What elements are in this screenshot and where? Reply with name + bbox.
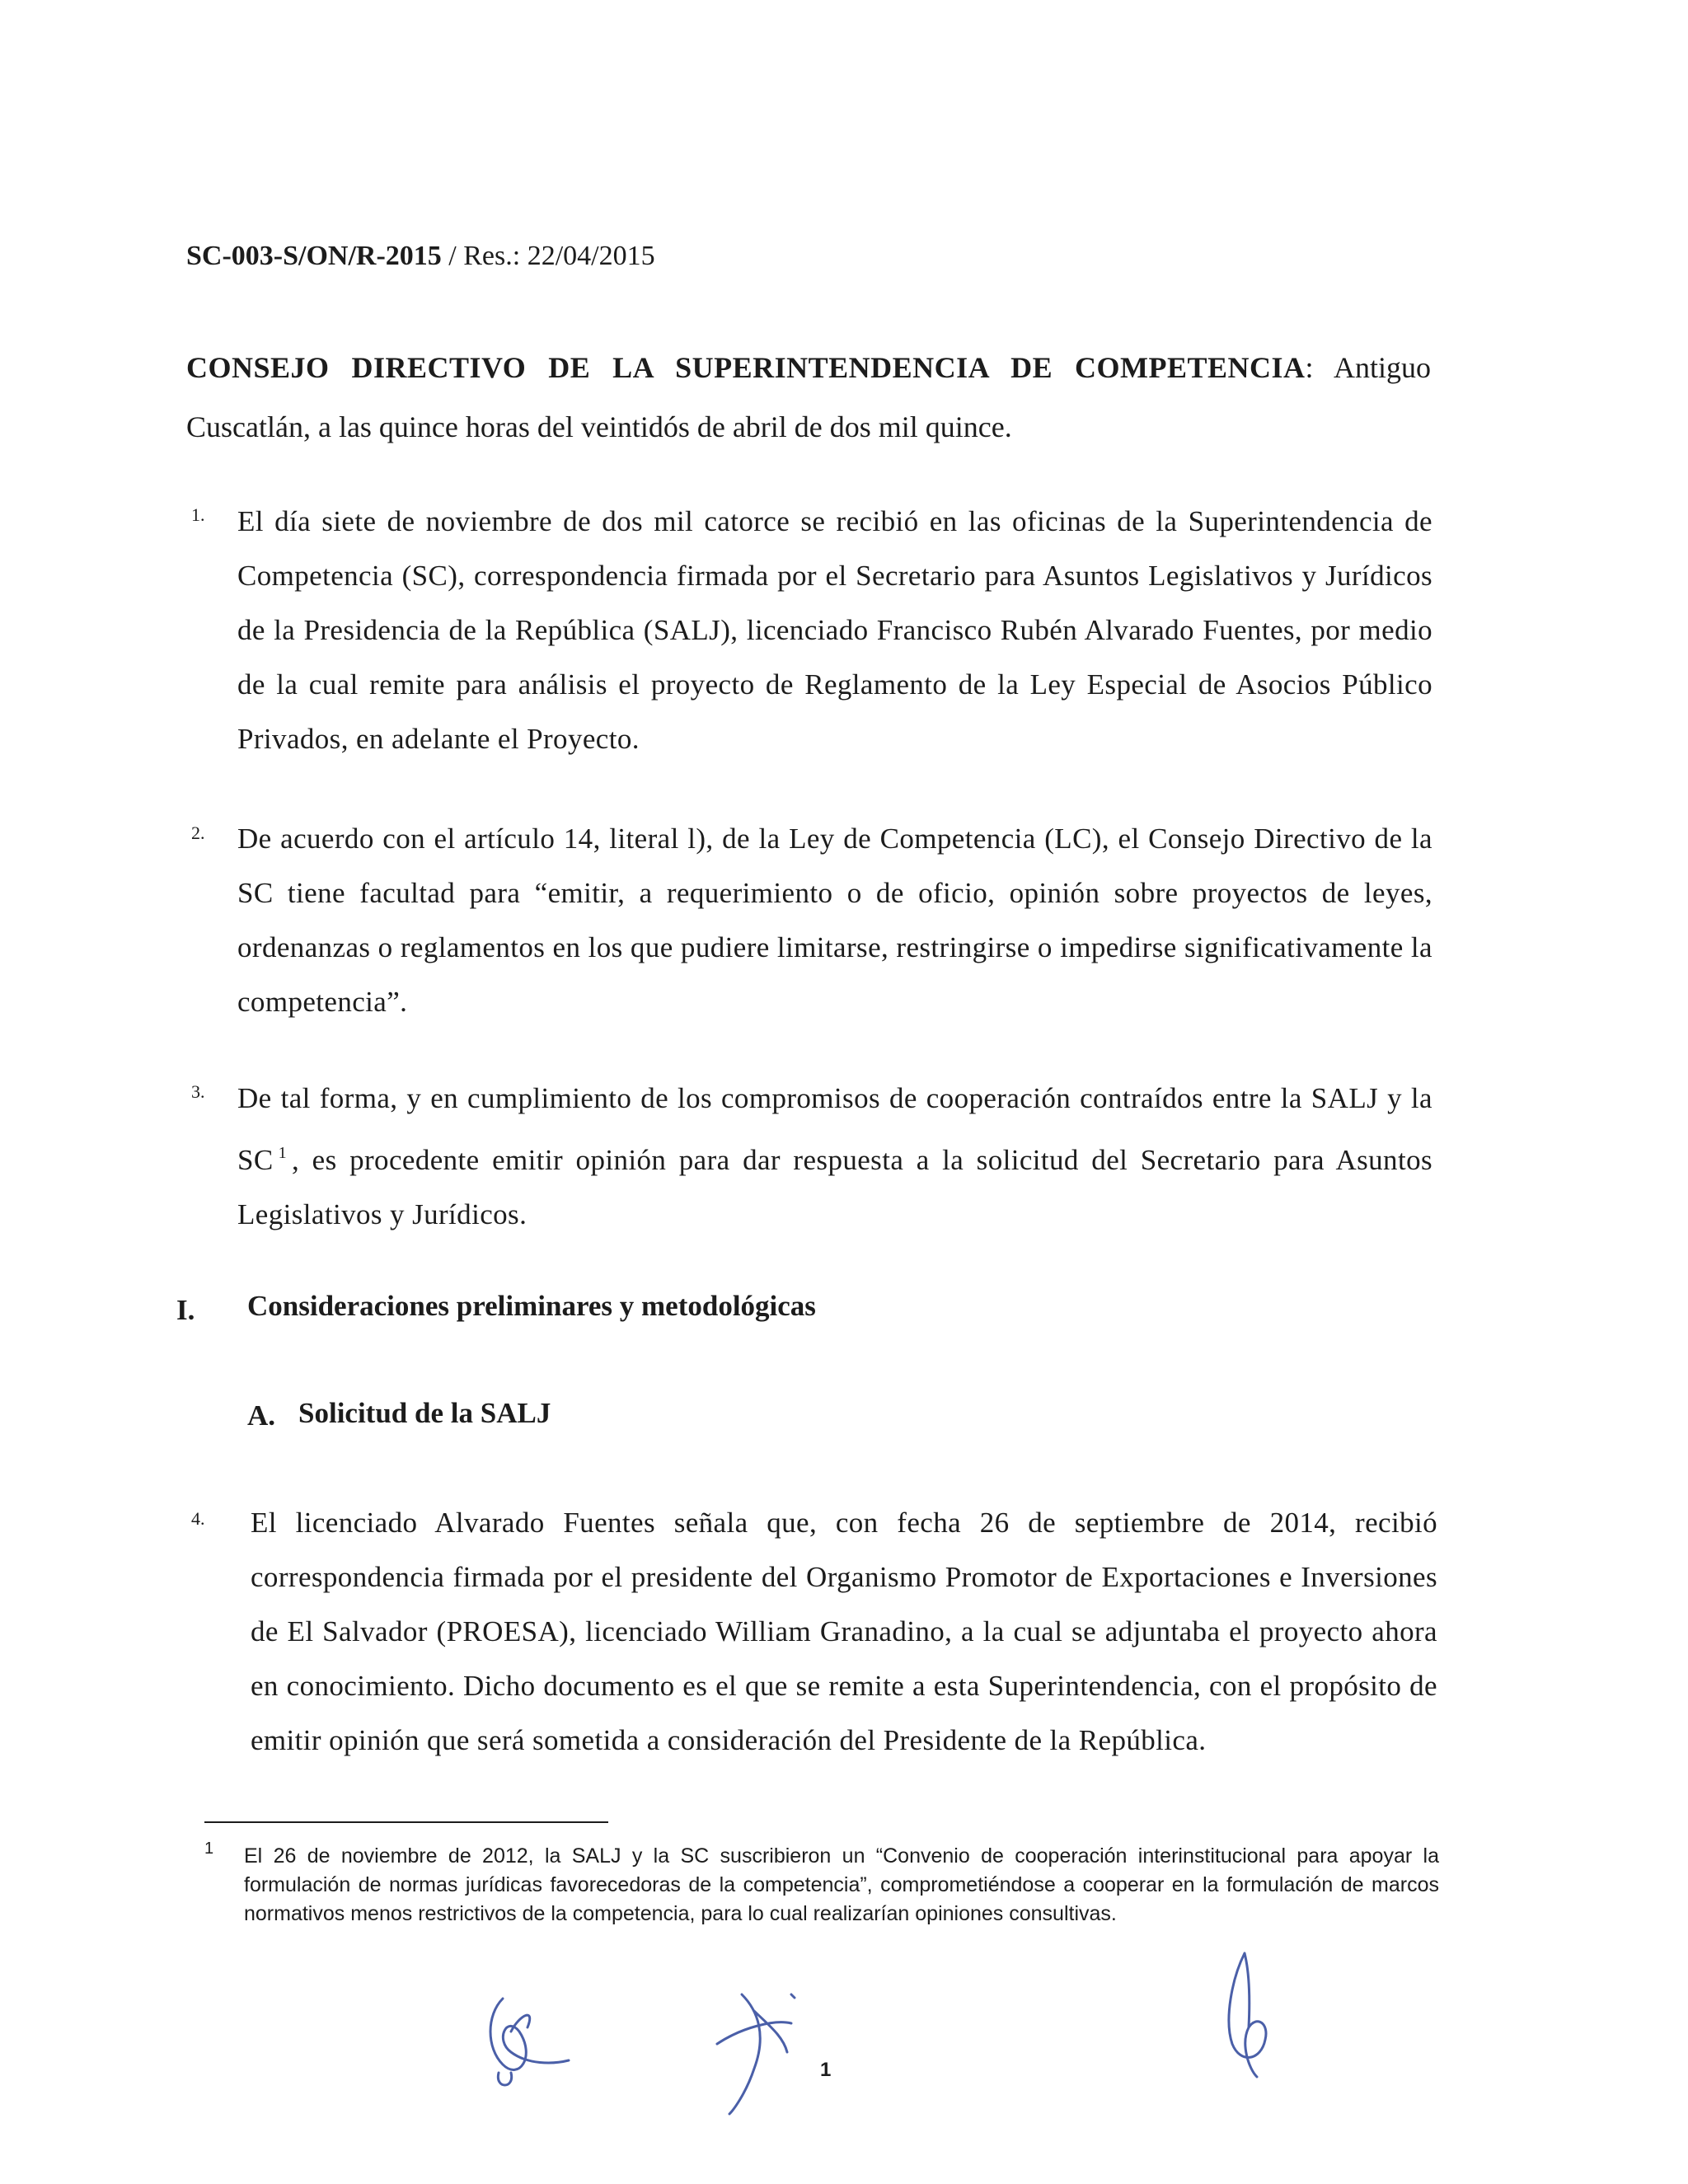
signature-initials-2 <box>709 1978 808 2118</box>
footnote-rule <box>204 1821 608 1823</box>
section-number: I. <box>176 1294 195 1326</box>
paragraph-3 <box>237 1071 1432 1242</box>
paragraph-number: 3. <box>191 1081 205 1102</box>
document-header <box>186 338 1431 457</box>
footnote-reference: 1 <box>278 1144 288 1162</box>
footnote-number: 1 <box>204 1840 214 1858</box>
signature-initials-3 <box>1199 1945 1290 2093</box>
resolution-date: / Res.: 22/04/2015 <box>441 241 655 271</box>
paragraph-number: 1. <box>191 504 205 525</box>
council-name: CONSEJO DIRECTIVO DE LA SUPERINTENDENCIA DE COMPETENCIA <box>186 351 1306 384</box>
signature-initials-1 <box>470 1982 577 2097</box>
paragraph-3-text-after: , es procedente emitir opinión para dar respuesta a la solicitud del Secretario para Asuntos Legislativos y Jurídicos. <box>237 1144 1432 1230</box>
paragraph-4: El licenciado Alvarado Fuentes señala que, con fecha 26 de septiembre de 2014, recibió correspondencia firmada por el presidente del Organismo Promotor de Exportaciones e Inversiones de El Salvador (PROESA), licenciado William Granadino, a la cual se adjuntaba el proyecto ahora en conocimiento. Dicho documento es el que se remite a esta Superintendencia, con el propósito de emitir opinión que será sometida a consideración del Presidente de la República. <box>251 1507 1437 1756</box>
reference-line <box>186 241 655 272</box>
paragraph-3-text-before: De tal forma, y en cumplimiento de los compromisos de cooperación contraídos entre la SALJ y la SC <box>237 1082 1432 1176</box>
paragraph-number: 4. <box>191 1508 205 1529</box>
paragraph-1: El día siete de noviembre de dos mil catorce se recibió en las oficinas de la Superintendencia de Competencia (SC), correspondencia firmada por el Secretario para Asuntos Legislativos y Jurídicos de la Presidencia de la República (SALJ), licenciado Francisco Rubén Alvarado Fuentes, por medio de la cual remite para análisis el proyecto de Reglamento de la Ley Especial de Asocios Público Privados, en adelante el Proyecto. <box>237 505 1432 755</box>
paragraph-number: 2. <box>191 823 205 843</box>
footnote-text: El 26 de noviembre de 2012, la SALJ y la SC suscribieron un “Convenio de cooperación interinstitucional para apoyar la formulación de normas jurídicas favorecedoras de la competencia”, comprometiéndose a cooperar en la formulación de marcos normativos menos restrictivos de la competencia, para lo cual realizarían opiniones consultivas. <box>244 1844 1439 1925</box>
paragraph-2: De acuerdo con el artículo 14, literal l), de la Ley de Competencia (LC), el Consejo Directivo de la SC tiene facultad para “emitir, a requerimiento o de oficio, opinión sobre proyectos de leyes, ordenanzas o reglamentos en los que pudiere limitarse, restringirse o impedirse significativamente la competencia”. <box>237 823 1432 1018</box>
reference-code: SC-003-S/ON/R-2015 <box>186 241 442 271</box>
page-number: 1 <box>820 2059 832 2081</box>
subsection-letter: A. <box>247 1399 276 1432</box>
subsection-title: Solicitud de la SALJ <box>298 1397 551 1429</box>
header-place-date: : Antiguo Cuscatlán, a las quince horas del veintidós de abril de dos mil quince. <box>186 351 1431 443</box>
section-title: Consideraciones preliminares y metodológicas <box>247 1290 816 1322</box>
